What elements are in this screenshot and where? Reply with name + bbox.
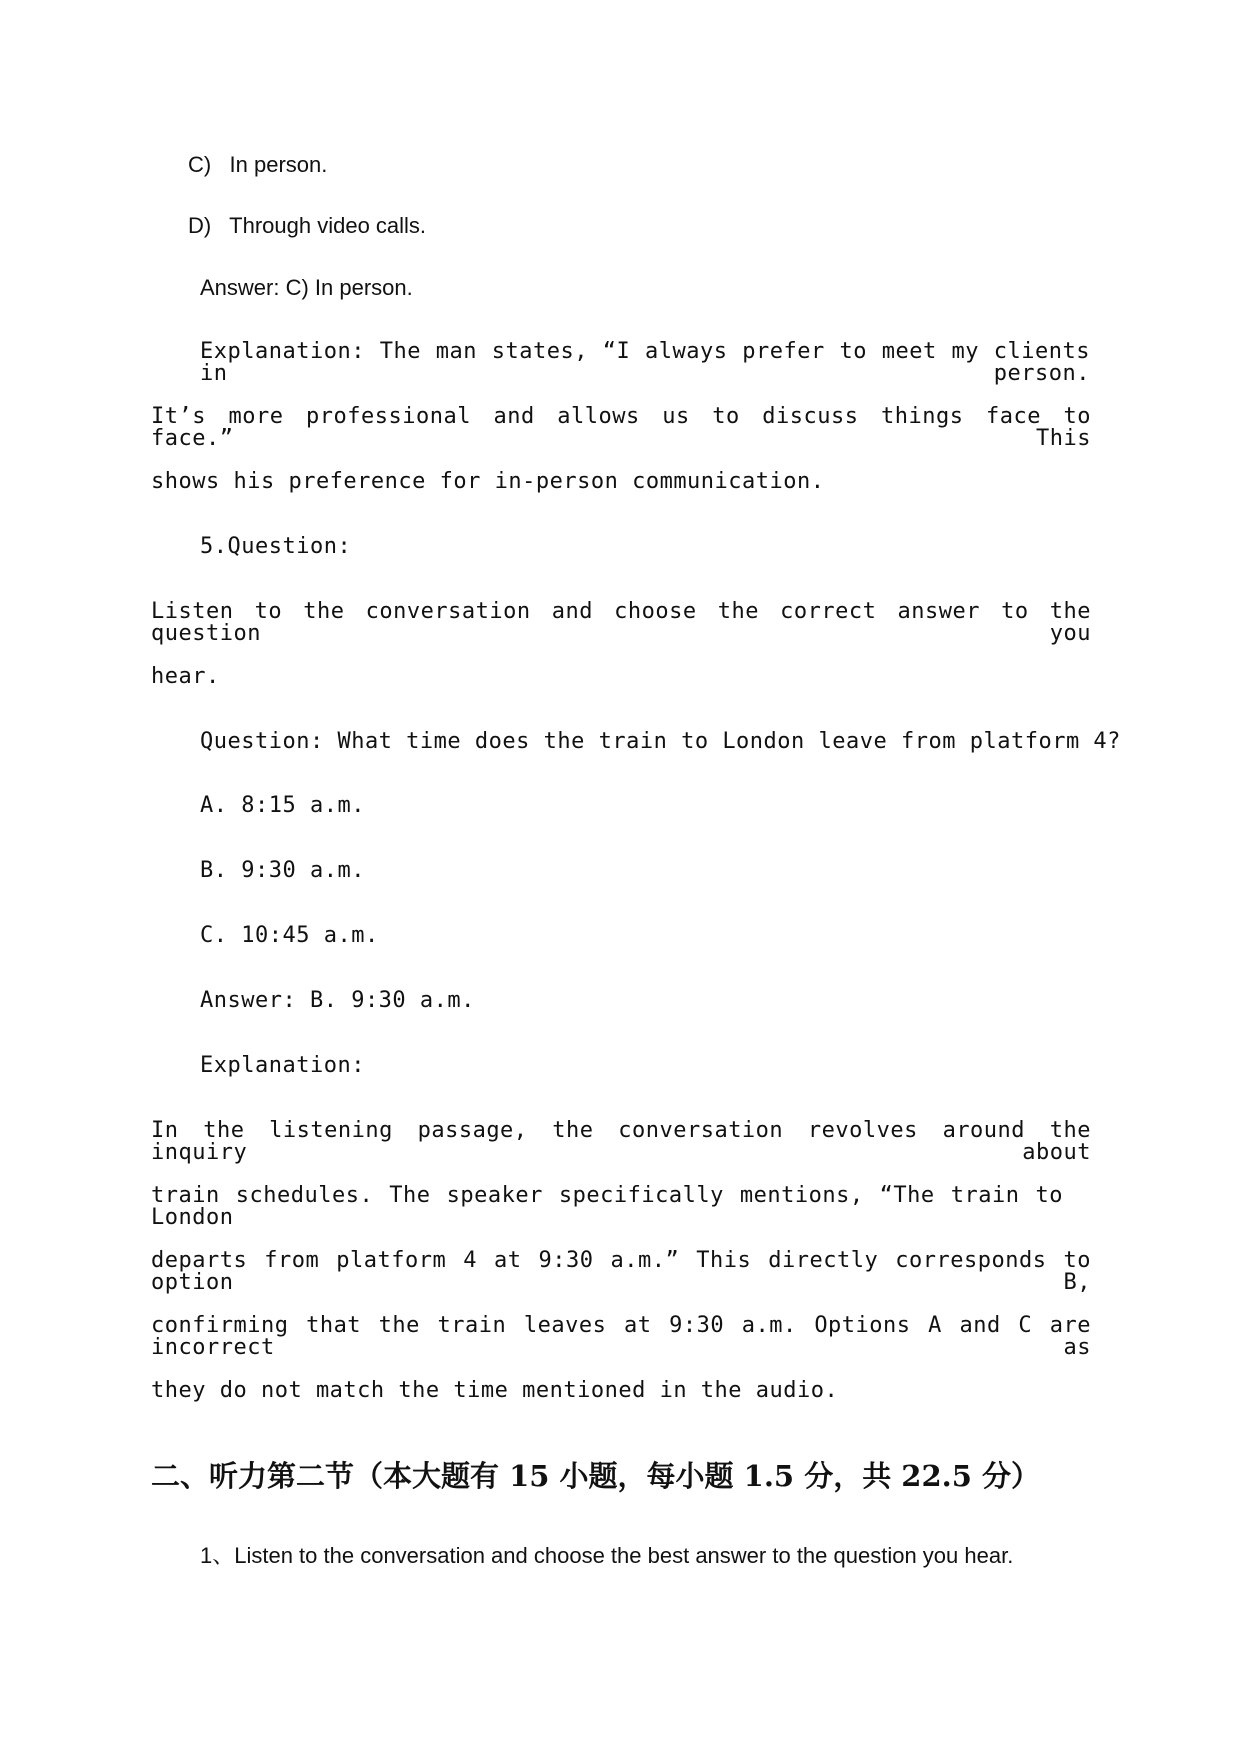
option-d-prev: D) Through video calls. [188, 213, 427, 238]
answer-prev: Answer: C) In person. [200, 275, 413, 300]
explanation-line: train schedules. The speaker specifically mentions, “The train to London [151, 1183, 1063, 1230]
question-text: Question: What time does the train to London leave from platform 4? [200, 729, 1121, 754]
explanation-line: In the listening passage, the conversation revolves around the inquiry about [151, 1118, 1091, 1165]
instruction-line: hear. [151, 664, 220, 689]
question-number: 5.Question: [200, 534, 352, 559]
explanation-label: Explanation: [200, 1053, 365, 1078]
explanation-line: departs from platform 4 at 9:30 a.m.” This directly corresponds to option B, [151, 1248, 1091, 1295]
option-a: A. 8:15 a.m. [200, 793, 365, 818]
section-heading: 二、听力第二节（本大题有 15 小题，每小题 1.5 分，共 22.5 分） [151, 1459, 1041, 1493]
explanation-line: confirming that the train leaves at 9:30 a.m. Options A and C are incorrect as [151, 1313, 1091, 1360]
explanation-prev-line: shows his preference for in-person communication. [151, 469, 825, 494]
answer: Answer: B. 9:30 a.m. [200, 988, 475, 1013]
explanation-prev-line: Explanation: The man states, “I always prefer to meet my clients in person. [200, 339, 1090, 386]
explanation-prev-line: It’s more professional and allows us to discuss things face to face.” This [151, 404, 1091, 451]
section2-question-1: 1、Listen to the conversation and choose the best answer to the question you hear. [200, 1543, 1014, 1568]
instruction-line: Listen to the conversation and choose the correct answer to the question you [151, 599, 1091, 646]
option-c-prev: C) In person. [188, 152, 328, 177]
option-c: C. 10:45 a.m. [200, 923, 379, 948]
option-b: B. 9:30 a.m. [200, 858, 365, 883]
explanation-line: they do not match the time mentioned in the audio. [151, 1378, 839, 1403]
